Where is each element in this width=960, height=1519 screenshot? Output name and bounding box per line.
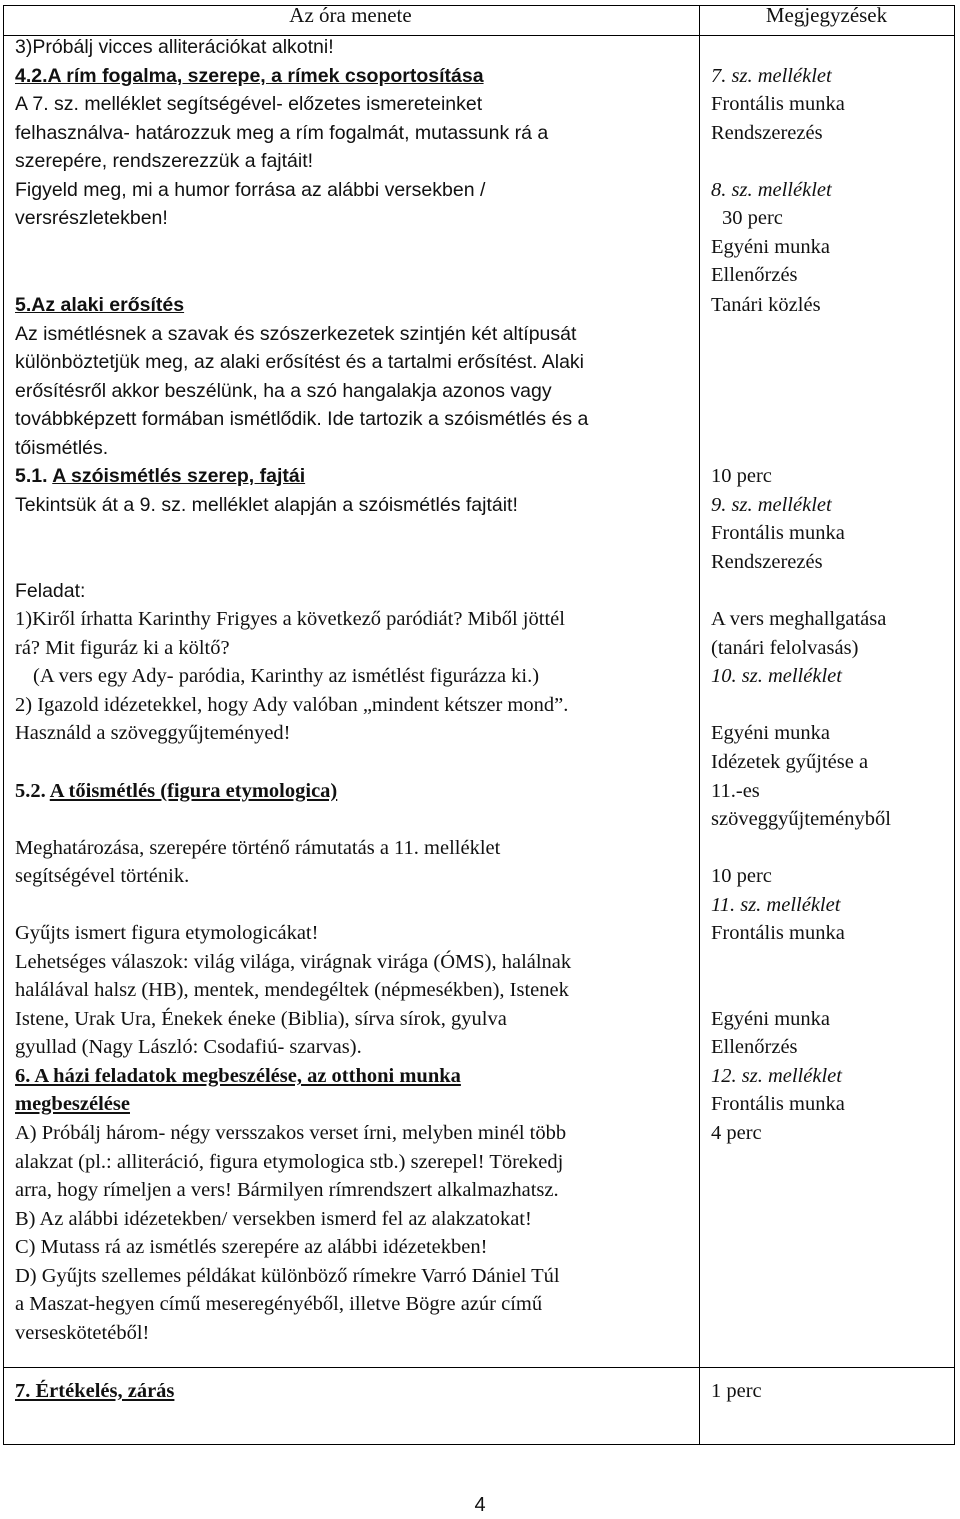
note-method: A vers meghallgatása [711, 608, 887, 630]
note-method: Frontális munka [711, 522, 845, 544]
section-6-text: A) Próbálj három- négy versszakos verset írni, melyben minél több [15, 1122, 567, 1144]
section-4-2-text: A 7. sz. melléklet segítségével- előzetes ismereteinket [15, 93, 483, 115]
section-5-2-text: segítségével történik. [15, 865, 190, 887]
section-5-2-text: Istene, Urak Ura, Énekek éneke (Biblia), sírva sírok, gyulva [15, 1008, 507, 1030]
section-5-text: különböztetjük meg, az alaki erősítést és a tartalmi erősítést. Alaki [15, 351, 585, 373]
note-method: Rendszerezés [711, 122, 823, 144]
section-5-2-text: Meghatározása, szerepére történő rámutatás a 11. melléklet [15, 837, 501, 859]
section-5-title: 5.Az alaki erősítés [15, 294, 185, 316]
task-label: Feladat: [15, 580, 86, 602]
task-1-text: 1)Kiről írhatta Karinthy Frigyes a következő paródiát? Miből jöttél [15, 608, 565, 630]
section-6-text: a Maszat-hegyen című meseregényéből, illetve Bögre azúr című [15, 1293, 543, 1315]
note-method: szöveggyűjteményből [711, 808, 891, 830]
section-6-text: alakzat (pl.: alliteráció, figura etymologica stb.) szerepel! Törekedj [15, 1151, 564, 1173]
section-5-text: erősítésről akkor beszélünk, ha a szó hangalakja azonos vagy [15, 380, 552, 402]
note-time: 4 perc [711, 1122, 762, 1144]
page-number: 4 [474, 1494, 486, 1516]
section-5-2-title: A tőismétlés (figura etymologica) [49, 780, 338, 802]
section-6-text: verseskötetéből! [15, 1322, 150, 1344]
note-method: Ellenőrzés [711, 264, 798, 286]
note-annex: 11. sz. melléklet [711, 894, 841, 916]
section-5-text: továbbképzett formában ismétlődik. Ide tartozik a szóismétlés és a [15, 408, 589, 430]
section-5-1-text: Tekintsük át a 9. sz. melléklet alapján a szóismétlés fajtáit! [15, 494, 518, 516]
note-time: 1 perc [711, 1380, 762, 1402]
note-method: Frontális munka [711, 93, 845, 115]
header-notes: Megjegyzések [765, 3, 888, 27]
section-5-1-title: A szóismétlés szerep, fajtái [52, 465, 306, 487]
note-method: Frontális munka [711, 1093, 845, 1115]
note-annex: 8. sz. melléklet [711, 179, 832, 201]
task-1-text: rá? Mit figuráz ki a költő? [15, 637, 230, 659]
note-annex: 12. sz. melléklet [711, 1065, 842, 1087]
section-4-2-text: felhasználva- határozzuk meg a rím fogalmát, mutassunk rá a [15, 122, 549, 144]
alliteration-task: 3)Próbálj vicces alliterációkat alkotni! [15, 36, 334, 58]
section-4-2-title: 4.2.A rím fogalma, szerepe, a rímek csoportosítása [15, 65, 484, 87]
section-5-1-heading [15, 462, 305, 491]
note-method: Egyéni munka [711, 1008, 830, 1030]
column-divider [699, 6, 700, 1444]
note-method: Frontális munka [711, 922, 845, 944]
section-6-title: megbeszélése [15, 1093, 130, 1115]
task-2-text: 2) Igazold idézetekkel, hogy Ady valóban „mindent kétszer mond”. [15, 694, 569, 716]
section-5-2-text: gyullad (Nagy László: Csodafiú- szarvas). [15, 1036, 362, 1058]
note-annex: 10. sz. melléklet [711, 665, 842, 687]
note-method: (tanári felolvasás) [711, 637, 859, 659]
section-6-title: 6. A házi feladatok megbeszélése, az otthoni munka [15, 1065, 461, 1087]
section-4-2-text: versrészletekben! [15, 207, 168, 229]
section-5-2-text: Lehetséges válaszok: világ világa, virágnak virága (ÓMS), halálnak [15, 951, 572, 973]
section-5-text: Az ismétlésnek a szavak és szószerkezetek szintjén két altípusát [15, 323, 577, 345]
section-5-2-heading [15, 777, 337, 806]
section-6-text: C) Mutass rá az ismétlés szerepére az alábbi idézetekben! [15, 1236, 488, 1258]
closing-row-divider [4, 1367, 954, 1368]
header-lesson-flow: Az óra menete [289, 3, 412, 27]
section-6-text: B) Az alábbi idézetekben/ versekben ismerd fel az alakzatokat! [15, 1208, 532, 1230]
task-2-text: Használd a szöveggyűjteményed! [15, 722, 291, 744]
section-5-2-text: halálával halsz (HB), mentek, mendegéltek (népmesékben), Istenek [15, 979, 569, 1001]
note-method: Tanári közlés [711, 294, 821, 316]
note-method: Rendszerezés [711, 551, 823, 573]
section-4-2-text: szerepére, rendszerezzük a fajtáit! [15, 150, 314, 172]
note-annex: 9. sz. melléklet [711, 494, 832, 516]
section-5-2-number: 5.2. [15, 780, 46, 802]
task-1-answer: (A vers egy Ady- paródia, Karinthy az ismétlést figurázza ki.) [33, 665, 540, 687]
section-7-title: 7. Értékelés, zárás [15, 1380, 175, 1402]
section-4-2-text: Figyeld meg, mi a humor forrása az alábbi versekben / [15, 179, 486, 201]
section-5-text: tőismétlés. [15, 437, 109, 459]
note-method: Egyéni munka [711, 236, 830, 258]
note-time: 30 perc [722, 207, 783, 229]
note-method: Egyéni munka [711, 722, 830, 744]
note-time: 10 perc [711, 465, 772, 487]
note-method: 11.-es [711, 780, 760, 802]
note-method: Ellenőrzés [711, 1036, 798, 1058]
note-annex: 7. sz. melléklet [711, 65, 832, 87]
section-5-2-text: Gyűjts ismert figura etymologicákat! [15, 922, 319, 944]
section-6-text: arra, hogy rímeljen a vers! Bármilyen rímrendszert alkalmazhatsz. [15, 1179, 559, 1201]
section-6-text: D) Gyűjts szellemes példákat különböző rímekre Varró Dániel Túl [15, 1265, 560, 1287]
note-method: Idézetek gyűjtése a [711, 751, 869, 773]
section-5-1-number: 5.1. [15, 465, 48, 487]
note-time: 10 perc [711, 865, 772, 887]
